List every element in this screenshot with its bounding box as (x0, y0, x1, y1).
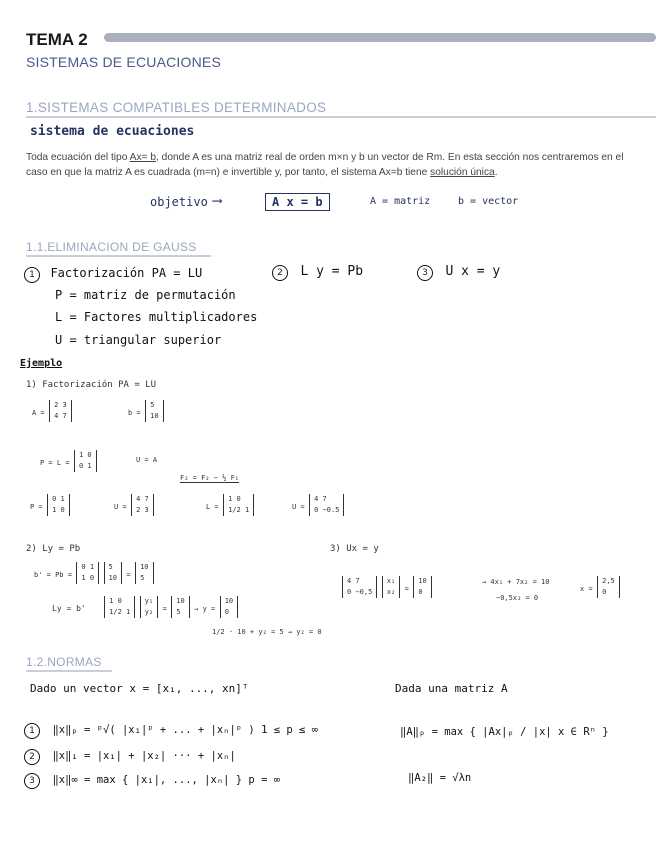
objetivo-label: objetivo (150, 195, 208, 209)
bprime-label: b' = Pb = (34, 571, 72, 580)
text-span: Toda ecuación del tipo (26, 152, 130, 163)
vector-y-rhs (413, 576, 431, 598)
norm-p: ‖x‖ₚ = ᵖ√( |x₁|ᵖ + ... + |xₙ|ᵖ ) 1 ≤ p ≤ ∞ (52, 724, 318, 736)
ux-equation-1: → 4x₁ + 7x₂ = 10 (482, 578, 550, 586)
matrix-row: 1/2 1 (228, 506, 250, 514)
b-definition: b = vector (458, 196, 519, 207)
section-heading-1: 1.SISTEMAS COMPATIBLES DETERMINADOS (26, 100, 327, 115)
matrix-row: 1/2 1 (109, 608, 131, 616)
x-label: x = (580, 585, 593, 594)
matrix-row: 0 −0,5 (347, 588, 373, 596)
section-heading-1-2: 1.2.NORMAS (26, 655, 102, 669)
step-2 (272, 262, 363, 281)
matrix-row: 0 (602, 588, 607, 596)
matrix-row: y₂ (144, 608, 154, 616)
vector-y-unknown (140, 596, 158, 618)
matrix-label: A = (32, 409, 45, 418)
matrix-l-group (206, 494, 254, 516)
matrix-row: 0 1 (52, 495, 65, 503)
row-operation: F₂ = F₂ − ½ F₁ (180, 474, 240, 482)
vector-x-unknown (382, 576, 400, 598)
matrix-row: x₂ (386, 588, 396, 596)
vector-pb (135, 562, 153, 584)
matrix-l (223, 494, 254, 516)
matrix-row: 1 0 (78, 451, 92, 459)
text-ax: Ax= b (129, 152, 156, 163)
bprime-group (34, 562, 154, 584)
dado-vector: Dado un vector x = [x₁, ..., xn]ᵀ (30, 682, 249, 695)
matrix-u (131, 494, 154, 516)
matrix-row: 10 (224, 597, 234, 605)
matrix-label: U = (292, 503, 305, 512)
objetivo-equation: A x = b (265, 193, 330, 211)
equals-sign: = (404, 585, 409, 594)
matrix-identity (74, 450, 97, 472)
norm-number-circle: 3 (24, 773, 40, 789)
ux-equation-2: −0,5x₂ = 0 (496, 594, 539, 602)
arrow-icon: ⟶ (213, 193, 222, 209)
ly-label: Ly = b' (52, 604, 86, 614)
example-step-2: 2) Ly = Pb (26, 544, 81, 554)
norm-number-circle: 1 (24, 723, 40, 739)
equals-sign: = (162, 605, 167, 614)
x-result-group (580, 576, 620, 598)
dada-matriz: Dada una matriz A (395, 682, 508, 695)
matrix-row: 5 (150, 401, 155, 409)
u-equals-a: U = A (136, 456, 158, 464)
equals-sign: = (126, 571, 131, 580)
matrix-row: 4 7 (54, 412, 67, 420)
page-subtitle: SISTEMAS DE ECUACIONES (26, 54, 221, 70)
matrix-u-group (114, 494, 154, 516)
matrix-label: P = (30, 503, 43, 512)
matrix-row: 1 0 (109, 597, 122, 605)
matrix-norm: ‖A‖ₚ = max { |Ax|ₚ / |x| x ∈ Rⁿ } (400, 726, 609, 738)
matrix-label: b = (128, 409, 141, 418)
matrix-row: 0 (418, 588, 423, 596)
handwritten-heading: sistema de ecuaciones (30, 124, 195, 139)
matrix-row: 5 (140, 574, 145, 582)
vector-x (597, 576, 620, 598)
definition-u: U = triangular superior (55, 333, 222, 347)
text-span: . (494, 167, 498, 178)
body-paragraph (26, 150, 636, 180)
matrix-row: 10 (108, 574, 117, 582)
matrix-u-solve (342, 576, 377, 598)
matrix-row: 0 (224, 608, 229, 616)
matrix-perm (76, 562, 99, 584)
example-step-1: 1) Factorización PA = LU (26, 380, 157, 390)
norm-1-row (24, 746, 236, 765)
matrix-row: 2,5 (602, 577, 615, 585)
norm-1: ‖x‖₁ = |x₁| + |x₂| ··· + |xₙ| (52, 750, 236, 762)
matrix-row: y₁ (144, 597, 154, 605)
matrix-row: 4 7 (136, 495, 149, 503)
matrix-row: 2 3 (54, 401, 67, 409)
matrix-u-final (309, 494, 344, 516)
matrix-row: 0 −0.5 (314, 506, 340, 514)
matrix-norm-2: ‖A₂‖ = √λn (408, 772, 472, 784)
y-result-label: → y = (194, 605, 216, 614)
ly-group (52, 596, 238, 618)
matrix-row: 2 3 (136, 506, 149, 514)
step-3-text: U x = y (445, 264, 501, 279)
page-title: TEMA 2 (26, 30, 88, 49)
step-number-circle: 2 (272, 265, 288, 281)
step-1-text: Factorización PA = LU (50, 266, 203, 280)
matrix-row: 1 0 (81, 574, 95, 582)
matrix-row: 10 (150, 412, 159, 420)
vector-y (220, 596, 238, 618)
step-number-circle: 3 (417, 265, 433, 281)
norm-inf: ‖x‖∞ = max { |x₁|, ..., |xₙ| } p = ∞ (52, 774, 281, 786)
matrix-p (47, 494, 70, 516)
vector-b-in (104, 562, 122, 584)
norm-p-row (24, 720, 318, 739)
definition-l: L = Factores multiplicadores (55, 310, 258, 324)
matrix-label: U = (114, 503, 127, 512)
norm-number-circle: 2 (24, 749, 40, 765)
matrix-row: x₁ (386, 577, 396, 585)
matrix-row: 4 7 (314, 495, 327, 503)
section-divider (26, 116, 656, 118)
matrix-row: 5 (108, 563, 113, 571)
matrix-row: 1 0 (52, 506, 65, 514)
title-decoration-bar (104, 33, 656, 42)
text-span: , donde A es una matriz real de orden m×n y b un vector de Rm. En esta sección nos centraremos en el caso en que la matriz A es cuadrada (m=n) e invertible y, por tanto, el sistema Ax=b tiene (26, 152, 624, 178)
text-unique-solution: solución única (430, 167, 495, 178)
example-label: Ejemplo (20, 358, 63, 369)
matrix-row: 0 1 (78, 462, 92, 470)
definition-p: P = matriz de permutación (55, 288, 236, 302)
matrix-label: P = L = (40, 459, 70, 468)
a-definition: A = matriz (370, 196, 431, 207)
norm-inf-row (24, 770, 280, 789)
matrix-l-solve (104, 596, 135, 618)
matrix-row: 10 (176, 597, 185, 605)
matrix-row: 10 (418, 577, 427, 585)
vector-bprime (171, 596, 189, 618)
section-heading-1-1: 1.1.ELIMINACION DE GAUSS (26, 240, 197, 254)
matrix-row: 5 (176, 608, 181, 616)
step-number-circle: 1 (24, 267, 40, 283)
vector-b (145, 400, 163, 422)
ux-group (342, 576, 432, 598)
section-underline (26, 670, 112, 672)
matrix-row: 10 (140, 563, 149, 571)
step-2-text: L y = Pb (300, 264, 364, 279)
matrix-a (49, 400, 72, 422)
matrix-label: L = (206, 503, 219, 512)
matrix-pl-group (40, 450, 97, 472)
section-underline (26, 255, 211, 257)
example-step-3: 3) Ux = y (330, 544, 379, 554)
step-3 (417, 262, 500, 281)
matrix-row: 4 7 (347, 577, 360, 585)
y2-calculation: 1/2 · 10 + y₂ = 5 → y₂ = 0 (212, 628, 322, 636)
matrix-a-group (32, 400, 72, 422)
matrix-u2-group (292, 494, 344, 516)
vector-b-group (128, 400, 164, 422)
matrix-row: 0 1 (81, 563, 95, 571)
matrix-p-group (30, 494, 70, 516)
step-1 (24, 264, 202, 283)
matrix-row: 1 0 (228, 495, 241, 503)
